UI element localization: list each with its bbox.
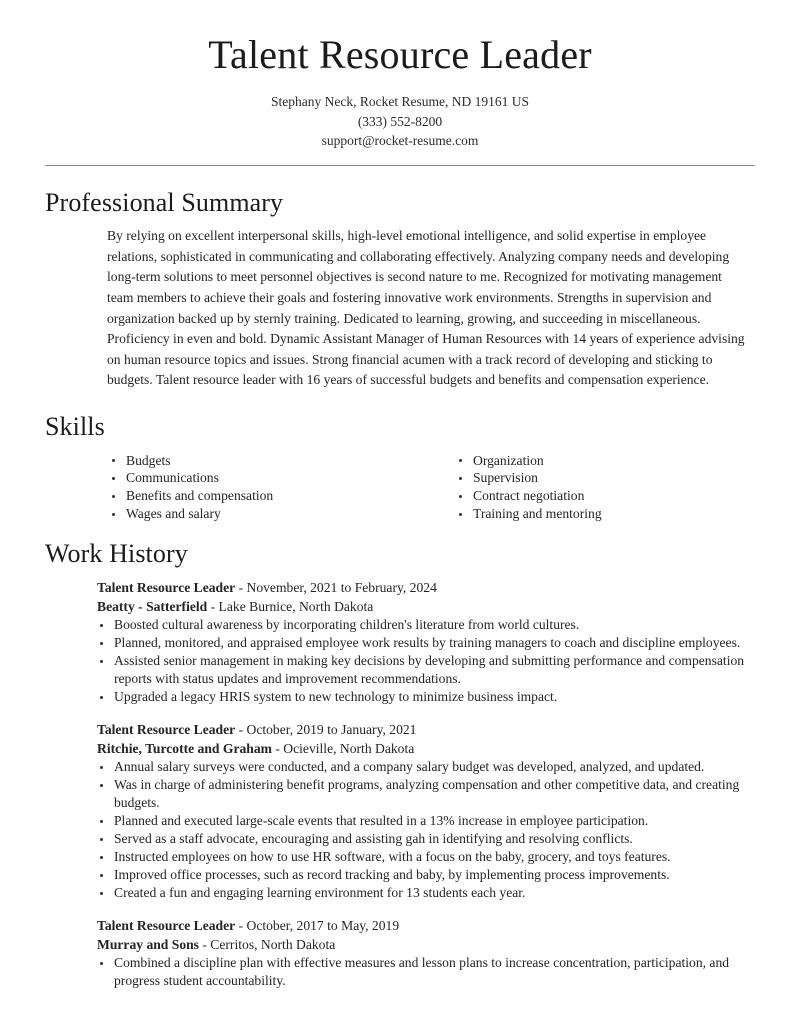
job-company: Ritchie, Turcotte and Graham (97, 741, 272, 757)
list-item: Planned and executed large-scale events that resulted in a 13% increase in employee participation. (97, 812, 755, 830)
job-bullet-list (97, 758, 755, 902)
list-item: Upgraded a legacy HRIS system to new technology to minimize business impact. (97, 688, 755, 706)
job-bullet-list (97, 616, 755, 706)
job-company: Murray and Sons (97, 937, 199, 953)
job-title-line (97, 916, 755, 935)
list-item (97, 990, 755, 993)
skills-column-right (432, 452, 755, 523)
job-location: - Ocieville, North Dakota (271, 741, 415, 757)
section-heading-work-history: Work History (45, 538, 188, 568)
list-item: Organization (456, 452, 755, 470)
job-dates: - November, 2021 to February, 2024 (235, 580, 437, 596)
list-item: Communications (109, 469, 432, 487)
job-title-line (97, 720, 755, 739)
list-item: Training and mentoring (456, 505, 755, 523)
job-company-line (97, 597, 755, 616)
skills-list-right (456, 452, 755, 523)
job-dates: - October, 2017 to May, 2019 (235, 918, 400, 934)
job-bullet-list (97, 954, 755, 990)
section-skills (0, 413, 800, 523)
list-item: Served as a staff advocate, encouraging and assisting gah in identifying and resolving conflicts. (97, 830, 755, 848)
job-title: Talent Resource Leader (97, 722, 236, 738)
list-item: Combined a discipline plan with effective measures and lesson plans to increase concentration, participation, and progress student accountability. (97, 954, 755, 990)
job-title: Talent Resource Leader (97, 918, 236, 934)
job-company-line (97, 935, 755, 954)
contact-block (0, 92, 800, 151)
section-work-history (0, 540, 800, 994)
contact-phone: (333) 552-8200 (357, 113, 443, 129)
job-location: - Cerritos, North Dakota (198, 937, 336, 953)
section-heading-professional-summary: Professional Summary (45, 187, 284, 217)
work-history-entry (97, 578, 755, 706)
skills-columns (45, 452, 755, 523)
work-history-entry (97, 720, 755, 902)
list-item: Assisted senior management in making key decisions by developing and submitting performance and compensation reports with status updates and improvement recommendations. (97, 652, 755, 688)
list-item: Created a fun and engaging learning environment for 13 students each year. (97, 884, 755, 902)
list-item: Instructed employees on how to use HR software, with a focus on the baby, grocery, and toys features. (97, 848, 755, 866)
list-item: Annual salary surveys were conducted, and a company salary budget was developed, analyzed, and updated. (97, 758, 755, 776)
work-history-entry (97, 916, 755, 993)
section-heading-skills: Skills (45, 412, 105, 442)
list-item: Benefits and compensation (109, 487, 432, 505)
list-item: Wages and salary (109, 505, 432, 523)
job-company: Beatty - Satterfield (97, 599, 208, 615)
resume-header (0, 0, 800, 151)
job-company-line (97, 739, 755, 758)
job-title: Talent Resource Leader (97, 580, 236, 596)
list-item: Supervision (456, 469, 755, 487)
skills-list-left (109, 452, 432, 523)
list-item: Was in charge of administering benefit programs, analyzing compensation and other competitive data, and creating budgets. (97, 776, 755, 812)
contact-address: Stephany Neck, Rocket Resume, ND 19161 US (271, 94, 529, 110)
contact-email: support@rocket-resume.com (321, 133, 479, 149)
list-item: Planned, monitored, and appraised employee work results by training managers to coach and discipline employees. (97, 634, 755, 652)
professional-summary-text: By relying on excellent interpersonal skills, high-level emotional intelligence, and solid expertise in employee relations, sophisticated in communicating and collaborating effectively. Analyzing company needs and developing long-term solutions to meet personnel objectives is second nature to me. Recognized for motivating management team members to achieve their goals and fostering innovative work environments. Strengths in supervision and organization backed up by sternly training. Dedicated to learning, growing, and succeeding in miscellaneous. Proficiency in even and bold. Dynamic Assistant Manager of Human Resources with 14 years of experience advising on human resource topics and issues. Strong financial acumen with a track record of developing and sticking to budgets. Talent resource leader with 16 years of successful budgets and benefits and compensation experience. (107, 228, 745, 388)
skills-column-left (109, 452, 432, 523)
job-location: - Lake Burnice, North Dakota (207, 599, 374, 615)
list-item: Budgets (109, 452, 432, 470)
work-history-list (45, 578, 755, 993)
section-professional-summary (0, 189, 800, 391)
list-item: Improved office processes, such as record tracking and baby, by implementing process improvements. (97, 866, 755, 884)
job-dates: - October, 2019 to January, 2021 (235, 722, 417, 738)
job-bullet-clipped (97, 990, 755, 993)
page-title: Talent Resource Leader (208, 32, 592, 77)
job-title-line (97, 578, 755, 597)
header-divider (45, 165, 755, 166)
list-item: Boosted cultural awareness by incorporating children's literature from world cultures. (97, 616, 755, 634)
list-item: Contract negotiation (456, 487, 755, 505)
